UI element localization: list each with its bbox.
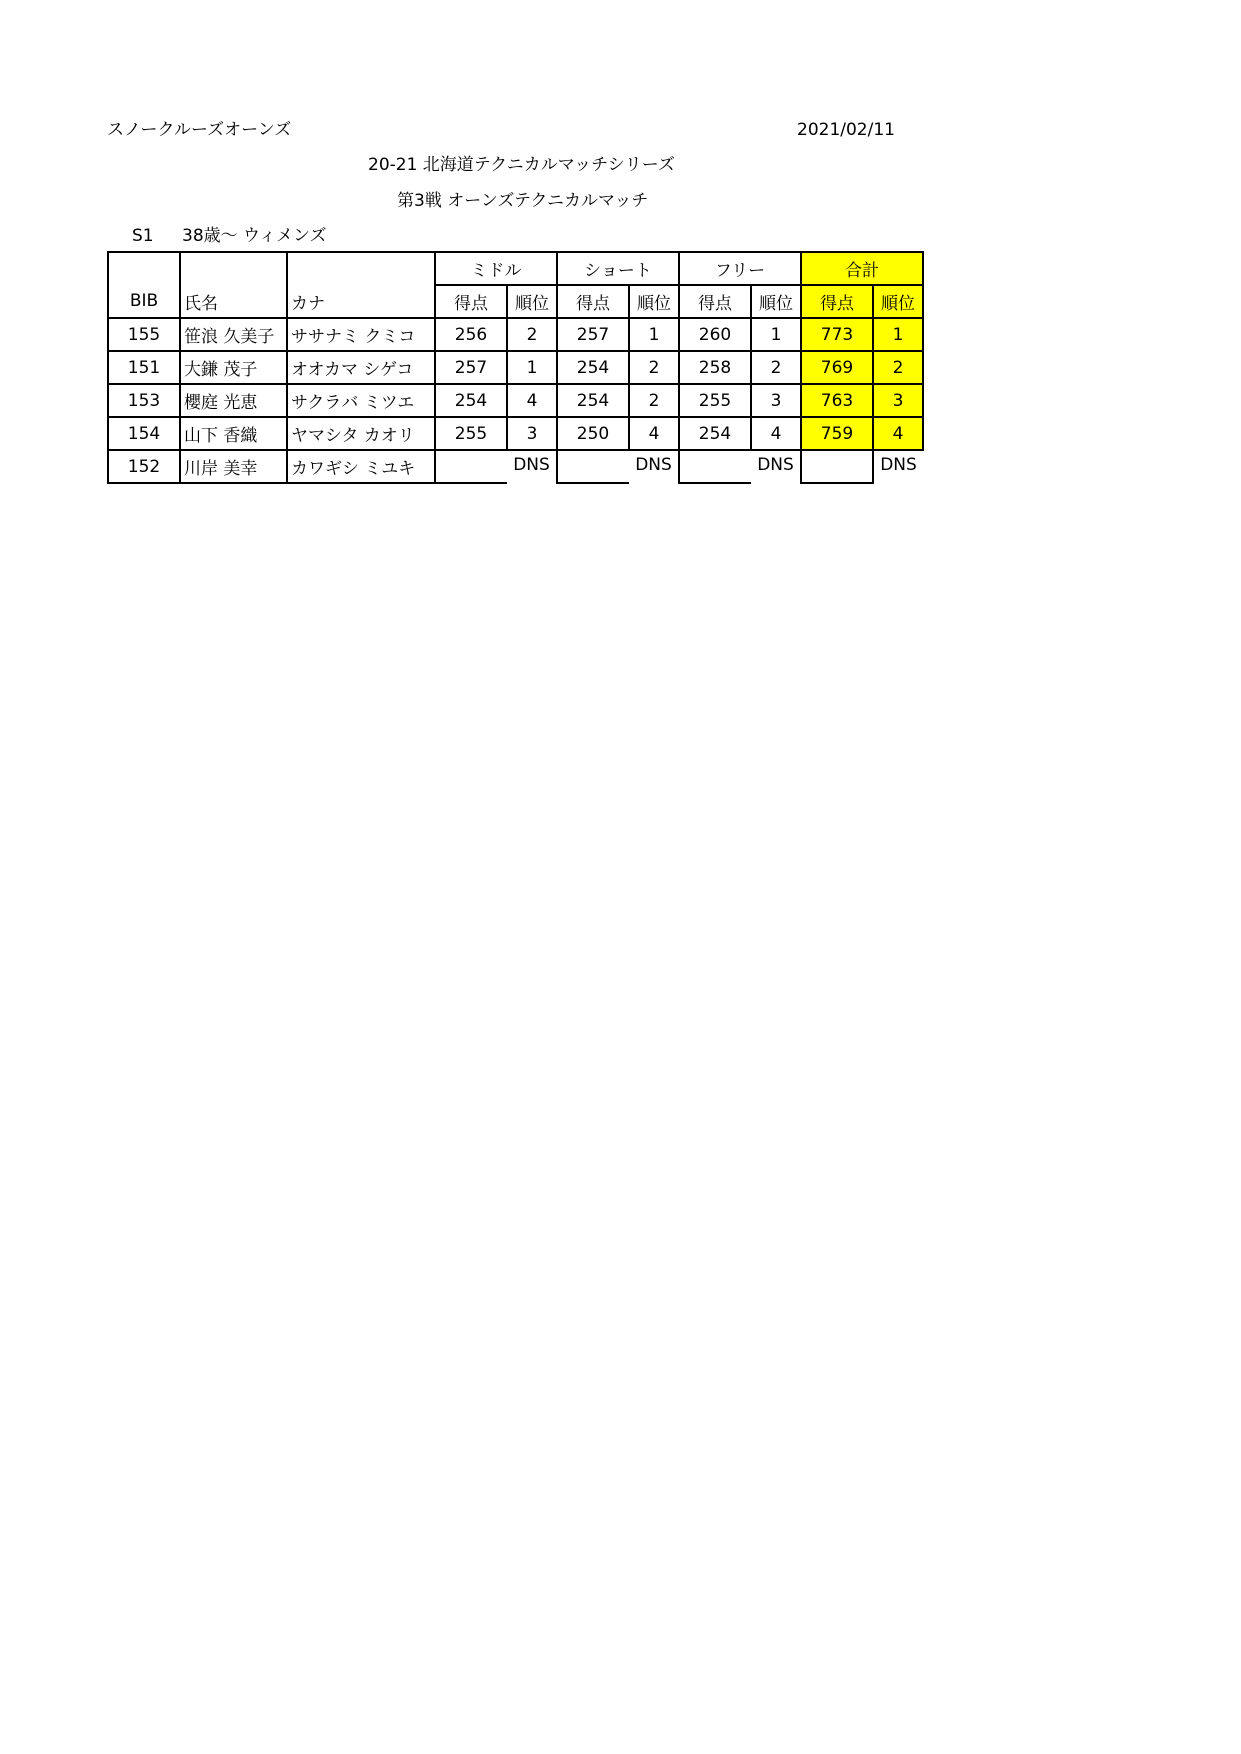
group-free-header: フリー bbox=[679, 252, 801, 285]
cell-name: 櫻庭 光恵 bbox=[180, 384, 287, 417]
cell-free-rank: 2 bbox=[751, 351, 801, 384]
table-row bbox=[108, 450, 923, 483]
cell-free-rank: DNS bbox=[757, 455, 794, 475]
cell-middle-score: 254 bbox=[435, 384, 507, 417]
cell-middle-rank: 1 bbox=[507, 351, 557, 384]
cell-total-rank: 2 bbox=[873, 351, 923, 384]
cell-total-score: 759 bbox=[801, 417, 873, 450]
cell-total-rank: 3 bbox=[873, 384, 923, 417]
column-header-total-rank: 順位 bbox=[873, 285, 923, 318]
cell-free-score bbox=[679, 450, 751, 483]
cell-middle-rank: 3 bbox=[507, 417, 557, 450]
column-header-middle-score: 得点 bbox=[435, 285, 507, 318]
cell-short-rank: DNS bbox=[635, 455, 672, 475]
series-title: 20-21 北海道テクニカルマッチシリーズ bbox=[368, 155, 675, 175]
cell-bib: 154 bbox=[108, 417, 180, 450]
column-header-kana: カナ bbox=[287, 285, 435, 318]
club-name: スノークルーズオーンズ bbox=[107, 120, 292, 140]
cell-name: 大鎌 茂子 bbox=[180, 351, 287, 384]
group-total-header: 合計 bbox=[801, 252, 923, 285]
cell-total-rank: 1 bbox=[873, 318, 923, 351]
header-row-columns bbox=[108, 285, 923, 318]
cell-middle-score: 256 bbox=[435, 318, 507, 351]
cell-short-rank: 1 bbox=[629, 318, 679, 351]
cell-middle-score: 257 bbox=[435, 351, 507, 384]
cell-bib: 151 bbox=[108, 351, 180, 384]
header-blank-kana bbox=[287, 252, 435, 285]
cell-free-score: 260 bbox=[679, 318, 751, 351]
group-middle-header: ミドル bbox=[435, 252, 557, 285]
cell-short-score: 257 bbox=[557, 318, 629, 351]
cell-short-score: 254 bbox=[557, 384, 629, 417]
cell-kana: ササナミ クミコ bbox=[287, 318, 435, 351]
column-header-short-rank: 順位 bbox=[629, 285, 679, 318]
cell-free-rank: 4 bbox=[751, 417, 801, 450]
cell-free-rank: 3 bbox=[751, 384, 801, 417]
table-row bbox=[108, 318, 923, 351]
cell-short-rank: 4 bbox=[629, 417, 679, 450]
cell-total-score: 769 bbox=[801, 351, 873, 384]
cell-middle-score bbox=[435, 450, 507, 483]
column-header-free-rank: 順位 bbox=[751, 285, 801, 318]
category-name: 38歳～ ウィメンズ bbox=[182, 226, 327, 246]
cell-free-score: 254 bbox=[679, 417, 751, 450]
cell-kana: オオカマ シゲコ bbox=[287, 351, 435, 384]
group-short-header: ショート bbox=[557, 252, 679, 285]
cell-short-rank: 2 bbox=[629, 351, 679, 384]
cell-free-rank: 1 bbox=[751, 318, 801, 351]
cell-bib: 155 bbox=[108, 318, 180, 351]
column-header-free-score: 得点 bbox=[679, 285, 751, 318]
column-header-middle-rank: 順位 bbox=[507, 285, 557, 318]
cell-total-score: 763 bbox=[801, 384, 873, 417]
table-row bbox=[108, 384, 923, 417]
column-header-short-score: 得点 bbox=[557, 285, 629, 318]
document-date: 2021/02/11 bbox=[797, 120, 895, 140]
header-row-groups bbox=[108, 252, 923, 285]
cell-free-score: 255 bbox=[679, 384, 751, 417]
header-blank-name bbox=[180, 252, 287, 285]
cell-short-score bbox=[557, 450, 629, 483]
cell-middle-rank: DNS bbox=[513, 455, 550, 475]
cell-kana: ヤマシタ カオリ bbox=[287, 417, 435, 450]
column-header-bib: BIB bbox=[108, 285, 180, 318]
category-code: S1 bbox=[132, 226, 154, 246]
column-header-name: 氏名 bbox=[180, 285, 287, 318]
cell-name: 川岸 美幸 bbox=[180, 450, 287, 483]
cell-short-score: 250 bbox=[557, 417, 629, 450]
column-header-total-score: 得点 bbox=[801, 285, 873, 318]
event-title: 第3戦 オーンズテクニカルマッチ bbox=[397, 191, 649, 211]
cell-middle-score: 255 bbox=[435, 417, 507, 450]
cell-bib: 152 bbox=[108, 450, 180, 483]
cell-kana: サクラバ ミツエ bbox=[287, 384, 435, 417]
cell-free-score: 258 bbox=[679, 351, 751, 384]
table-row bbox=[108, 351, 923, 384]
cell-bib: 153 bbox=[108, 384, 180, 417]
cell-middle-rank: 4 bbox=[507, 384, 557, 417]
cell-total-rank: 4 bbox=[873, 417, 923, 450]
cell-middle-rank: 2 bbox=[507, 318, 557, 351]
cell-total-rank: DNS bbox=[880, 455, 917, 475]
cell-total-score bbox=[801, 450, 873, 483]
cell-name: 笹浪 久美子 bbox=[180, 318, 287, 351]
cell-short-score: 254 bbox=[557, 351, 629, 384]
table-row bbox=[108, 417, 923, 450]
cell-name: 山下 香織 bbox=[180, 417, 287, 450]
cell-kana: カワギシ ミユキ bbox=[287, 450, 435, 483]
results-table bbox=[107, 251, 924, 484]
header-blank-bib bbox=[108, 252, 180, 285]
cell-short-rank: 2 bbox=[629, 384, 679, 417]
cell-total-score: 773 bbox=[801, 318, 873, 351]
